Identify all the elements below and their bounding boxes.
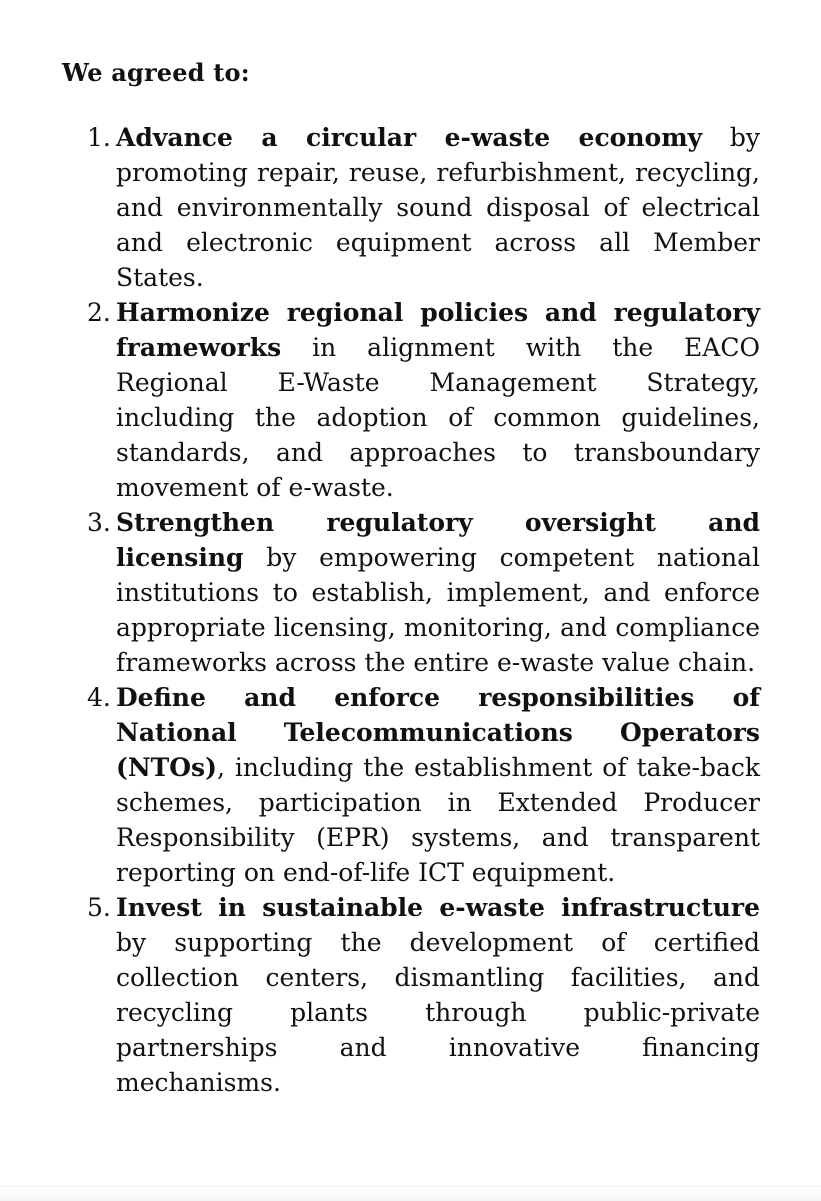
item-lead: Harmonize regional policies and regulatory frameworks <box>116 298 760 362</box>
list-item <box>0 680 821 890</box>
item-number: 4. <box>87 683 111 712</box>
list-item <box>0 890 821 1100</box>
item-number: 2. <box>87 298 111 327</box>
item-number: 3. <box>87 508 111 537</box>
item-body: by supporting the development of certified collection centers, dismantling facilities, and recycling plants through public-private partnerships and innovative financing mechanisms. <box>116 928 760 1097</box>
item-body: in alignment with the EACO Regional E-Waste Management Strategy, including the adoption of common guidelines, standards, and approaches to transboundary movement of e-waste. <box>116 333 760 502</box>
list-item <box>0 120 821 295</box>
item-lead: Invest in sustainable e-waste infrastructure <box>116 893 760 922</box>
list-item <box>0 505 821 680</box>
item-lead: Advance a circular e-waste economy <box>116 123 703 152</box>
agreement-list <box>0 120 821 1100</box>
list-item <box>0 295 821 505</box>
item-body: by empowering competent national institutions to establish, implement, and enforce appropriate licensing, monitoring, and compliance frameworks across the entire e-waste value chain. <box>116 543 760 677</box>
item-lead: Define and enforce responsibilities of National Telecommunications Operators (NTOs) <box>116 683 760 782</box>
item-lead: Strengthen regulatory oversight and licensing <box>116 508 760 572</box>
section-heading: We agreed to: <box>62 58 250 87</box>
page-bottom-edge <box>0 1186 821 1201</box>
item-body: , including the establishment of take-back schemes, participation in Extended Producer Responsibility (EPR) systems, and transparent reporting on end-of-life ICT equipment. <box>116 753 760 887</box>
item-number: 5. <box>87 893 111 922</box>
item-body: by promoting repair, reuse, refurbishment, recycling, and environmentally sound disposal of electrical and electronic equipment across all Member States. <box>116 123 760 292</box>
item-number: 1. <box>87 123 111 152</box>
